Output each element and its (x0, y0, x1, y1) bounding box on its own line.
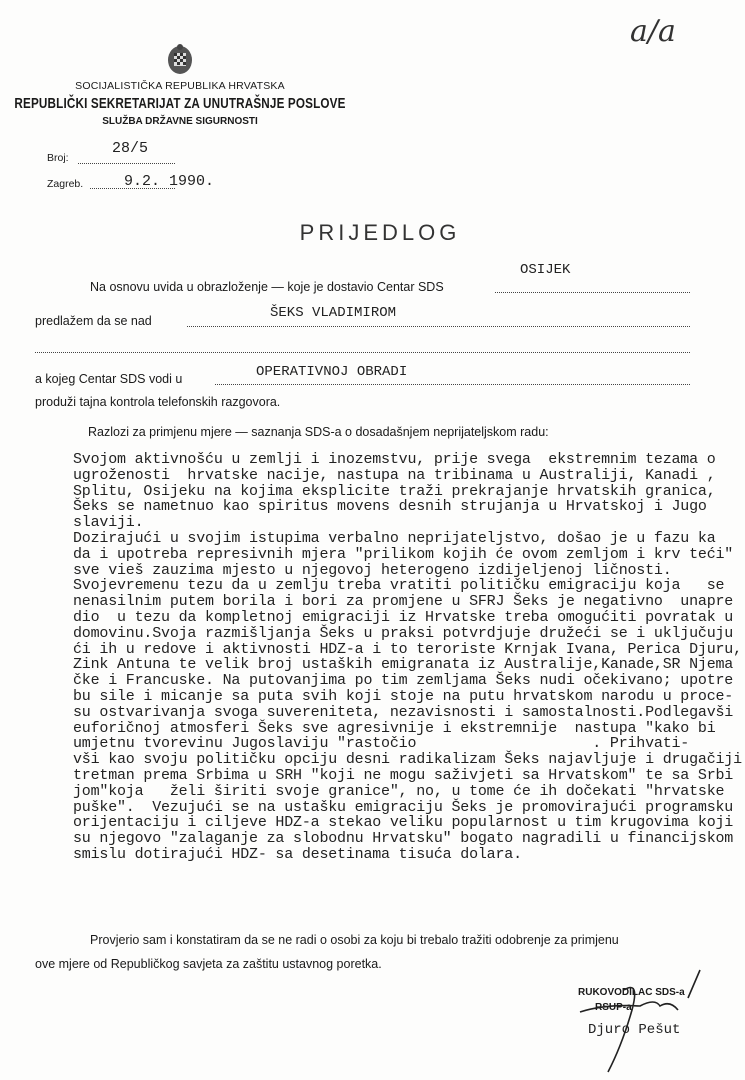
handwritten-annotation: a/a (630, 14, 676, 49)
broj-label: Broj: (47, 152, 69, 164)
body-line: sve vieš zauzima mjesto u njegovoj heterogeno izdijeljenoj ličnosti. (73, 561, 672, 579)
body-line: bu sile i micanje sa puta svih koji stoje na putu hrvatskom narodu u proce- (73, 687, 734, 705)
body-line: domovinu.Svoja razmišljanja Šeks u praksi potvrdjuje družeći se i uključuju (73, 624, 734, 642)
body-line: smislu dotirajući HDZ- sa desetinama tisuća dolara. (73, 845, 522, 863)
body-line: umjetnu tvorevinu Jugoslaviju "rastočio . Prihvati- (73, 735, 690, 753)
body-line: nenasilnim putem borila i bori za promjene u SFRJ Šeks je negativno unapre (73, 593, 734, 611)
letterhead-republic: SOCIJALISTIČKA REPUBLIKA HRVATSKA (75, 80, 285, 92)
body-line: Svojevremenu tezu da u zemlju treba vratiti političku emigraciju koja se (73, 577, 725, 595)
body-line: ći ih u redove i aktivnosti HDZ-a i to teroriste Krnjak Ivana, Perica Djuru, (73, 640, 742, 658)
subject-value: ŠEKS VLADIMIROM (270, 305, 397, 321)
body-line: slaviji. (73, 514, 144, 532)
reasons-body (73, 452, 742, 863)
letterhead-service: SLUŽBA DRŽAVNE SIGURNOSTI (102, 116, 258, 127)
signatory-office: RSUP-a (595, 1002, 632, 1013)
letterhead-secretariat: REPUBLIČKI SEKRETARIJAT ZA UNUTRAŠNJE POSLOVE (14, 95, 346, 112)
form-line-process: a kojeg Centar SDS vodi u (35, 372, 183, 386)
process-value: OPERATIVNOJ OBRADI (256, 364, 408, 380)
form-line-centre: Na osnovu uvida u obrazloženje — koje je dostavio Centar SDS (90, 280, 444, 294)
closing-line-2: ove mjere od Republičkog savjeta za zaštitu ustavnog poretka. (35, 957, 382, 971)
body-line: da i upotreba represivnih mjera "prilikom kojih će ovom zemljom i krv teći" (73, 545, 734, 563)
body-line: ugroženosti hrvatske nacije, nastupa na tribinama u Australiji, Kanadi , (73, 466, 716, 484)
signatory-title: RUKOVODILAC SDS-a (578, 987, 685, 998)
closing-line-1: Provjerio sam i konstatiram da se ne radi o osobi za koju bi trebalo tražiti odobrenje za primjenu (90, 933, 619, 947)
body-line: Zink Antuna te velik broj ustaških emigranata iz Australije,Kanade,SR Njema (73, 656, 734, 674)
coat-of-arms-icon (166, 42, 194, 76)
signatory-name: Djuro Pešut (588, 1022, 681, 1038)
body-line: su ostvarivanja svoga suvereniteta, nezavisnosti i samostalnosti.Podlegavši (73, 703, 734, 721)
document-title: PRIJEDLOG (299, 220, 461, 245)
body-line: puške". Vezujući se na ustašku emigraciju Šeks je promovirajući programsku (73, 798, 734, 816)
body-line: Splitu, Osijeku na kojima eksplicite traži prekrajanje hrvatskih granica, (73, 482, 716, 500)
broj-value: 28/5 (112, 140, 149, 157)
body-line: čke i Francuske. Na putovanjima po tim zemljama Šeks nudi očekivano; upotre (73, 672, 734, 690)
handwritten-signature (560, 960, 710, 1080)
body-line: dio u tezu da kompletnoj emigraciji iz Hrvatske treba omogućiti povratak u (73, 608, 734, 626)
body-line: su njegovo "zalaganje za slobodnu Hrvatsku" bogato nagradili u financijskom (73, 830, 734, 848)
body-line: Šeks se nametnuo kao spiritus movens desnih strujanja u Hrvatskoj i Jugo (73, 498, 707, 516)
reasons-label: Razlozi za primjenu mjere — saznanja SDS-a o dosadašnjem neprijateljskom radu: (88, 425, 549, 439)
body-line: jom"koja želi širiti svoje granice", no, u tome će ih dočekati "hrvatske (73, 782, 725, 800)
form-line-measure: produži tajna kontrola telefonskih razgovora. (35, 395, 281, 409)
body-line: euforičnoj atmosferi Šeks sve agresivnije i ekstremnije nastupa "kako bi (73, 719, 716, 737)
form-line-subject: predlažem da se nad (35, 314, 152, 328)
body-line: Dozirajući u svojim istupima verbalno neprijateljstvo, došao je u fazu ka (73, 529, 716, 547)
centre-value: OSIJEK (520, 262, 571, 278)
body-line: tretman prema Srbima u SRH "koji ne mogu saživjeti sa Hrvatskom" te sa Srbi (73, 766, 734, 784)
date-value: 9.2. 1990. (124, 173, 215, 190)
place-label: Zagreb. (47, 178, 84, 190)
body-line: vši kao svoju političku opciju desni radikalizam Šeks najavljuje i drugačiji (73, 751, 742, 769)
body-line: orijentaciju i ciljeve HDZ-a stekao veliku popularnost u tim krugovima koji (73, 814, 734, 832)
body-line: Svojom aktivnošću u zemlji i inozemstvu, prije svega ekstremnim tezama o (73, 451, 716, 468)
